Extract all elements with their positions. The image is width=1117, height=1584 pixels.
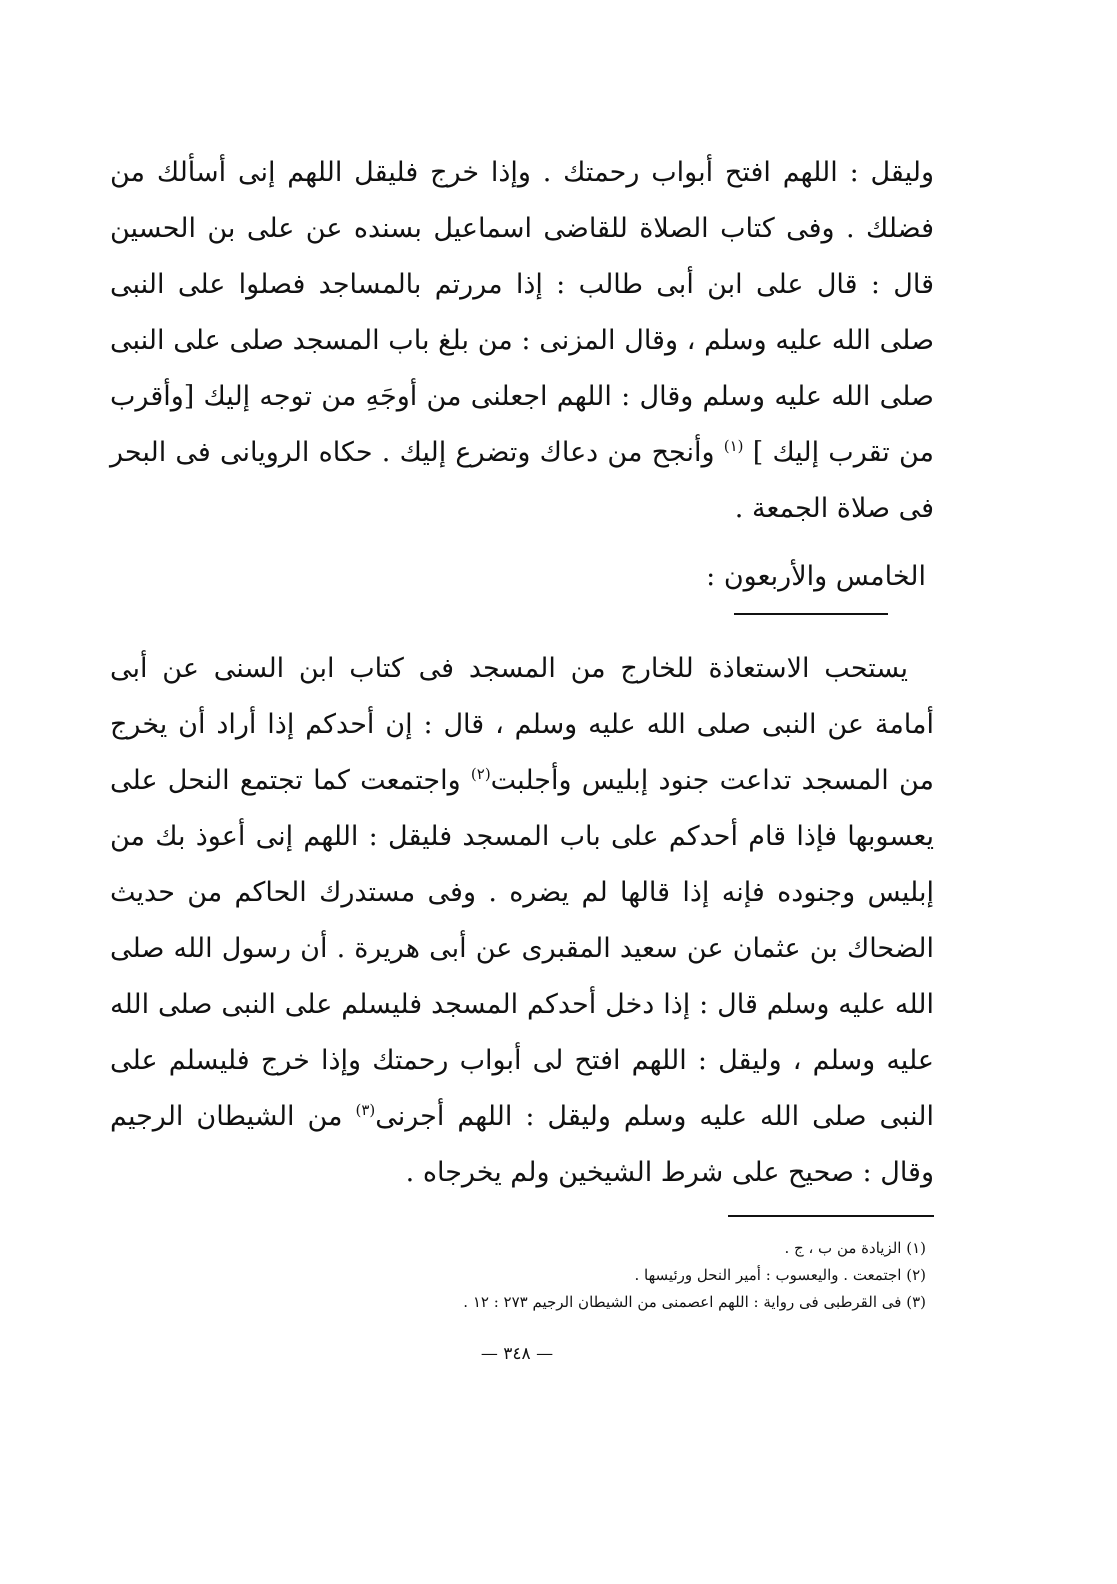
- footnote-marker-3: (٣): [355, 1101, 376, 1119]
- paragraph-main: [110, 641, 934, 1201]
- paragraph-text: وأنجح من دعاك وتضرع إليك . حكاه الرويانى فى البحر فى صلاة الجمعة .: [110, 437, 934, 524]
- heading-underline: [734, 613, 888, 615]
- footnote-separator: [728, 1215, 934, 1217]
- footnote-marker-2: (٢): [470, 765, 491, 783]
- book-page: [110, 145, 934, 1364]
- section-heading: الخامس والأربعون :: [706, 561, 926, 592]
- page-number: — ٣٤٨ —: [480, 1344, 554, 1364]
- footnote-2: (٢) اجتمعت . واليعسوب : أمير النحل ورئيسها .: [634, 1266, 926, 1284]
- footnote-marker-1: (١): [723, 437, 744, 455]
- footnote-1: (١) الزيادة من ب ، ج .: [784, 1239, 926, 1257]
- paragraph-text: واجتمعت كما تجتمع النحل على يعسوبها فإذا قام أحدكم على باب المسجد فليقل : اللهم إنى أعوذ بك من إبليس وجنوده فإنه إذا قالها لم يضره . وفى مستدرك الحاكم من حديث الضحاك بن عثمان عن سعيد المقبرى عن أبى هريرة . أن رسول الله صلى الله عليه وسلم قال : إذا دخل أحدكم المسجد فليسلم على النبى صلى الله عليه وسلم ، وليقل : اللهم افتح لى أبواب رحمتك وإذا خرج فليسلم على النبى صلى الله عليه وسلم وليقل : اللهم أجرنى: [110, 765, 934, 1132]
- paragraph-text: يستحب الاستعاذة للخارج من المسجد فى كتاب ابن السنى عن أبى أمامة عن النبى صلى الله عليه وسلم ، قال : إن أحدكم إذا أراد أن يخرج من المسجد تداعت جنود إبليس وأجلبت: [110, 653, 934, 796]
- paragraph-text: من الشيطان الرجيم وقال : صحيح على شرط الشيخين ولم يخرجاه .: [110, 1101, 934, 1188]
- paragraph-text: وليقل : اللهم افتح أبواب رحمتك . وإذا خرج فليقل اللهم إنى أسألك من فضلك . وفى كتاب الصلاة للقاضى اسماعيل بسنده عن على بن الحسين قال : قال على ابن أبى طالب : إذا مررتم بالمساجد فصلوا على النبى صلى الله عليه وسلم ، وقال المزنى : من بلغ باب المسجد صلى على النبى صلى الله عليه وسلم وقال : اللهم اجعلنى من أوجَهِ من توجه إليك [وأقرب من تقرب إليك ]: [110, 157, 934, 468]
- footnotes: [110, 1235, 934, 1316]
- footnote-3: (٣) فى القرطبى فى رواية : اللهم اعصمنى من الشيطان الرجيم ٢٧٣ : ١٢ .: [463, 1293, 926, 1311]
- paragraph-continuation: [110, 145, 934, 537]
